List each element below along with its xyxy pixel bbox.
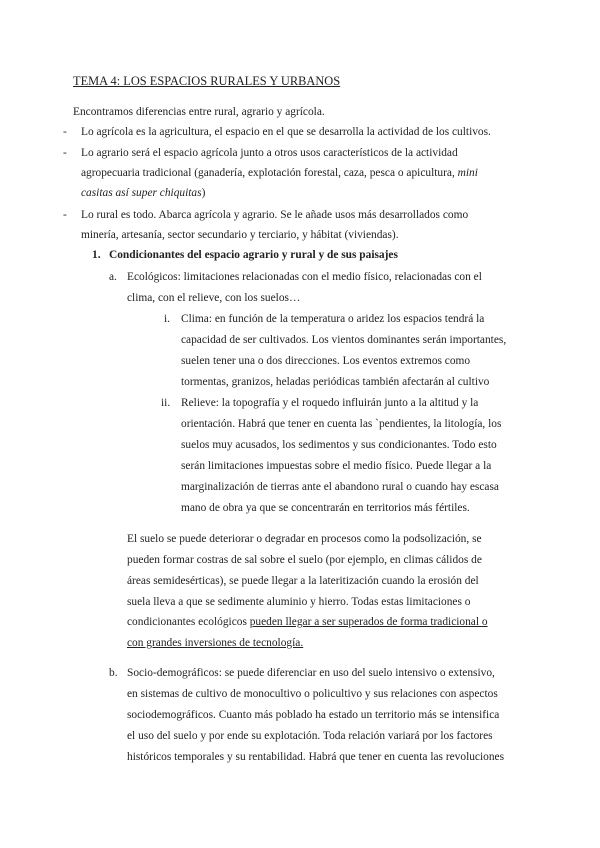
italic-note: casitas así super chiquitas — [81, 187, 202, 199]
subitem-ii-line: serán limitaciones impuestas sobre el medio físico. Puede llegar a la — [181, 460, 492, 472]
paragraph-text: condicionantes ecológicos — [127, 616, 250, 628]
bullet-agricola: Lo agrícola es la agricultura, el espacio en el que se desarrolla la actividad de los cultivos. — [81, 126, 491, 138]
bullet-rural-line: minería, artesanía, sector secundario y terciario, y hábitat (viviendas). — [81, 229, 399, 241]
paragraph-line — [127, 615, 488, 629]
bullet-agrario-line: Lo agrario será el espacio agrícola junto a otros usos característicos de la actividad — [81, 147, 458, 159]
bullet-agrario-line — [81, 166, 478, 180]
subitem-ii-line: mano de obra ya que se concentrarán en territorios más fértiles. — [181, 502, 470, 514]
intro-text: Encontramos diferencias entre rural, agrario y agrícola. — [73, 106, 325, 118]
bullet-marker: - — [63, 126, 67, 138]
subitem-i-line: capacidad de ser cultivados. Los vientos dominantes serán importantes, — [181, 334, 507, 346]
bullet-marker: - — [63, 209, 67, 221]
bullet-agrario-line — [81, 186, 205, 200]
closing-paren: ) — [201, 187, 206, 199]
subitem-i-line: tormentas, granizos, heladas periódicas también afectarán al cultivo — [181, 376, 490, 388]
subitem-ii-line: Relieve: la topografía y el roquedo influirán junto a la altitud y la — [181, 397, 479, 409]
subitem-ii-line: suelos muy acusados, los sedimentos y sus condicionantes. Todo esto — [181, 439, 497, 451]
item-b-line: históricos temporales y su rentabilidad. Habrá que tener en cuenta las revoluciones — [127, 751, 505, 763]
page-title: TEMA 4: LOS ESPACIOS RURALES Y URBANOS — [73, 74, 341, 88]
subitem-i-line: suelen tener una o dos direcciones. Los eventos extremos como — [181, 355, 471, 367]
item-a-line: Ecológicos: limitaciones relacionadas con el medio físico, relacionadas con el — [127, 271, 482, 283]
item-b-line: el uso del suelo y por ende su explotación. Toda relación variará por los factores — [127, 730, 493, 742]
underlined-text: con grandes inversiones de tecnología. — [127, 637, 304, 649]
subitem-ii-line: orientación. Habrá que tener en cuenta las `pendientes, la litología, los — [181, 418, 502, 430]
subitem-marker-ii: ii. — [161, 397, 171, 409]
item-marker-b: b. — [109, 667, 118, 679]
subitem-marker-i: i. — [164, 313, 171, 325]
subitem-i-line: Clima: en función de la temperatura o aridez los espacios tendrá la — [181, 313, 485, 325]
underlined-text: pueden llegar a ser superados de forma tradicional o — [249, 616, 488, 628]
bullet-agrario-text: agropecuaria tradicional (ganadería, explotación forestal, caza, pesca o apicultura, — [81, 167, 455, 179]
bullet-marker: - — [63, 147, 67, 159]
item-b-line: sociodemográficos. Cuanto más poblado ha estado un territorio más se intensifica — [127, 709, 500, 721]
paragraph-line: áreas semidesérticas), se puede llegar a la lateritización cuando la erosión del — [127, 575, 479, 587]
bullet-rural-line: Lo rural es todo. Abarca agrícola y agrario. Se le añade usos más desarrollados como — [81, 209, 469, 221]
item-b-line: en sistemas de cultivo de monocultivo o policultivo y sus relaciones con aspectos — [127, 688, 498, 700]
section-heading: Condicionantes del espacio agrario y rural y de sus paisajes — [109, 249, 398, 261]
item-a-line: clima, con el relieve, con los suelos… — [127, 292, 301, 304]
paragraph-line: suela lleva a que se sedimente aluminio y hierro. Todas estas limitaciones o — [127, 596, 471, 608]
paragraph-line: pueden formar costras de sal sobre el suelo (por ejemplo, en climas cálidos de — [127, 554, 482, 566]
subitem-ii-line: marginalización de tierras ante el abandono rural o cuando hay escasa — [181, 481, 499, 493]
italic-note: mini — [457, 167, 478, 179]
item-b-line: Socio-demográficos: se puede diferenciar en uso del suelo intensivo o extensivo, — [127, 667, 495, 679]
paragraph-line: El suelo se puede deteriorar o degradar en procesos como la podsolización, se — [127, 533, 482, 545]
section-number: 1. — [92, 249, 101, 261]
item-marker-a: a. — [109, 271, 117, 283]
